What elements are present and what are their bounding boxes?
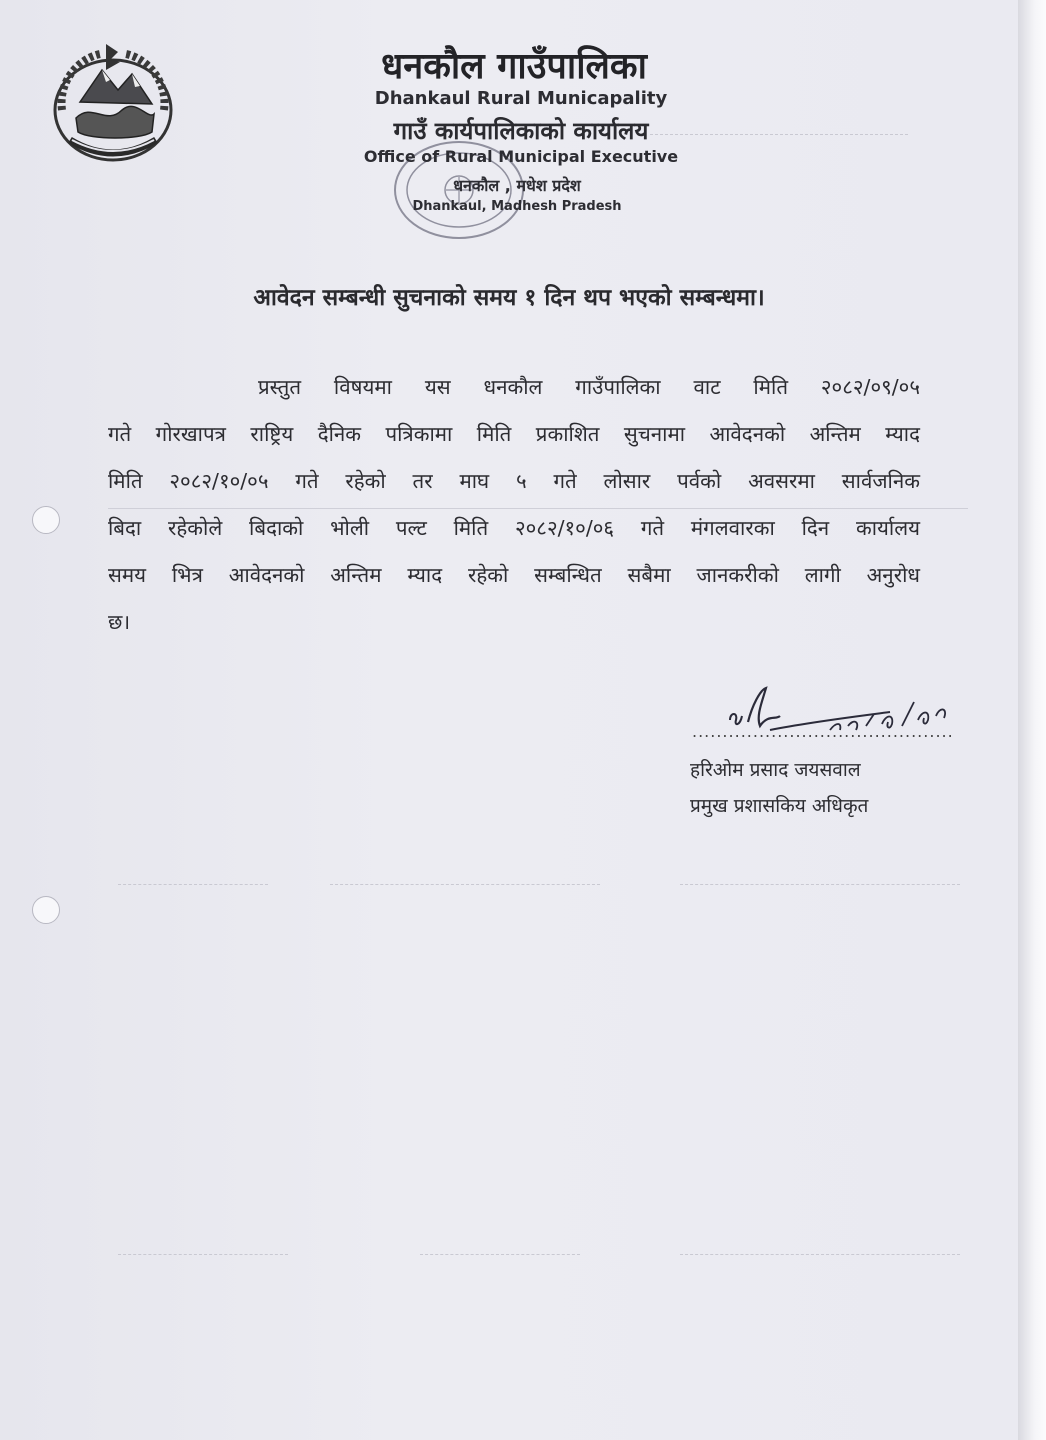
faint-rule xyxy=(118,1254,288,1255)
faint-rule xyxy=(420,1254,580,1255)
office-name-english: Office of Rural Municipal Executive xyxy=(363,147,679,166)
letter-body xyxy=(108,364,920,646)
signer-name: हरिओम प्रसाद जयसवाल xyxy=(690,759,861,781)
body-line: छ। xyxy=(108,610,131,634)
municipality-name-nepali: धनकौल गाउँपालिका xyxy=(381,46,647,87)
address-nepali: धनकौल , मधेश प्रदेश xyxy=(453,176,581,195)
body-line: प्रस्तुत विषयमा यस धनकौल गाउँपालिका वाट मिति २०८२/०९/०५ xyxy=(258,375,920,399)
office-name-nepali: गाउँ कार्यपालिकाको कार्यालय xyxy=(393,117,649,145)
punch-hole xyxy=(32,506,60,534)
punch-hole xyxy=(32,896,60,924)
municipality-name-english: Dhankaul Rural Municapality xyxy=(374,88,668,109)
faint-rule xyxy=(680,884,960,885)
letter-subject: आवेदन सम्बन्धी सुचनाको समय १ दिन थप भएको सम्बन्धमा। xyxy=(253,285,765,311)
page-edge xyxy=(1018,0,1046,1440)
body-line: गते गोरखापत्र राष्ट्रिय दैनिक पत्रिकामा मिति प्रकाशित सुचनामा आवेदनको अन्तिम म्याद xyxy=(108,422,920,446)
body-line: बिदा रहेकोले बिदाको भोली पल्ट मिति २०८२/१०/०६ गते मंगलवारका दिन कार्यालय xyxy=(108,516,920,540)
body-line: समय भित्र आवेदनको अन्तिम म्याद रहेको सम्बन्धित सबैमा जानकरीको लागी अनुरोध xyxy=(108,563,920,587)
faint-rule xyxy=(330,884,600,885)
faint-rule xyxy=(680,1254,960,1255)
faint-rule xyxy=(118,884,268,885)
signer-title: प्रमुख प्रशासकिय अधिकृत xyxy=(690,795,869,817)
address-english: Dhankaul, Madhesh Pradesh xyxy=(412,199,622,214)
body-line: मिति २०८२/१०/०५ गते रहेको तर माघ ५ गते लोसार पर्वको अवसरमा सार्वजनिक xyxy=(108,469,920,493)
signature-line: ........................................... xyxy=(692,722,954,741)
